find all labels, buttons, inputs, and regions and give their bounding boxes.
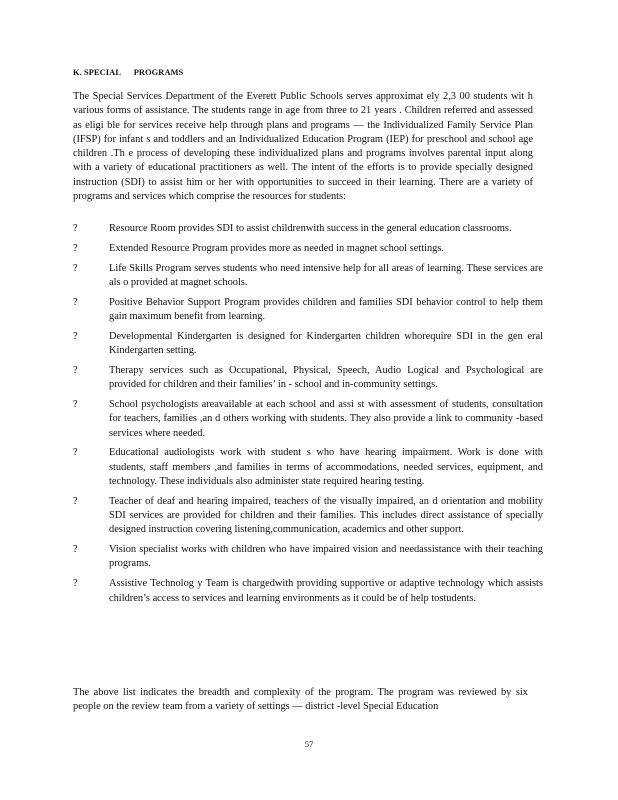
bullet-marker: ? [73, 578, 78, 590]
bullet-marker: ? [73, 330, 78, 342]
bullet-marker: ? [73, 223, 78, 234]
bullet-marker: ? [73, 242, 78, 254]
bullet-marker: ? [73, 544, 78, 556]
list-item-text: Positive Behavior Support Program provides children and families SDI behavior control to help them gain maximum benefit from learning. [109, 296, 543, 322]
closing-paragraph: The above list indicates the breadth and complexity of the program. The program was reviewed by six people on the review team from a variety of settings — district -level Special Education [73, 687, 528, 713]
list-item-text: Assistive Technolog y Team is chargedwith providing supportive or adaptive technology which assists children’s access to services and learning environments as it could be of help tostudents. [109, 578, 543, 604]
section-heading: K. SPECIAL PROGRAMS [73, 68, 184, 77]
list-item-text: Developmental Kindergarten is designed for Kindergarten children whorequire SDI in the gen eral Kindergarten setting. [109, 330, 543, 357]
intro-paragraph: The Special Services Department of the Everett Public Schools serves approximat ely 2,3 00 students wit h various forms of assistance. The students range in age from three to 21 years . Children referred and assessed as eligi ble for services receive help through plans and programs — the Individualized Family Service Plan (IFSP) for infant s and toddlers and an Individualized Education Program (IEP) for preschool and school age children .Th e process of developing these individualized plans and programs involves parental input along with a variety of educational practitioners as well. The intent of the efforts is to provide specially designed instruction (SDI) to assist him or her with opportunities to succeed in their learning. There are a variety of programs and services which comprise the resources for students: [73, 91, 533, 203]
list-item-text: Therapy services such as Occupational, Physical, Speech, Audio Logical and Psychological are provided for children and their families’ in - school and in-community settings. [109, 364, 543, 391]
list-item-text: Resource Room provides SDI to assist childrenwith success in the general education classrooms. [109, 223, 512, 234]
list-item [73, 577, 543, 606]
list-item-text: Vision specialist works with children who have impaired vision and needassistance with their teaching programs. [109, 544, 543, 570]
bullet-marker: ? [73, 262, 78, 274]
list-item [73, 446, 543, 489]
list-item [73, 543, 543, 572]
list-item-text: Life Skills Program serves students who need intensive help for all areas of learning. These services are als o provided at magnet schools. [109, 262, 543, 288]
program-list [73, 222, 543, 611]
list-item [73, 495, 543, 538]
list-item-text: Extended Resource Program provides more as needed in magnet school settings. [109, 242, 445, 254]
list-item-text: School psychologists areavailable at each school and assi st with assessment of students, consultation for teachers, families ,an d others working with students. They also provide a link to community -based services where needed. [109, 398, 543, 439]
list-item-text: Educational audiologists work with student s who have hearing impairment. Work is done with students, staff members ,and families in terms of accommodations, needed services, equipment, and technology. These individuals also administer state required hearing testing. [109, 447, 543, 487]
list-item [73, 296, 543, 325]
list-item-text: Teacher of deaf and hearing impaired, teachers of the visually impaired, an d orientation and mobility SDI services are provided for children and their families. This includes direct assistance of specially designed instruction covering listening,communication, academics and other support. [109, 495, 543, 536]
bullet-marker: ? [73, 398, 78, 410]
bullet-marker: ? [73, 447, 78, 459]
list-item [73, 398, 543, 441]
bullet-marker: ? [73, 296, 78, 308]
bullet-marker: ? [73, 364, 78, 376]
list-item [73, 222, 543, 236]
bullet-marker: ? [73, 495, 78, 507]
list-item [73, 330, 543, 359]
list-item [73, 262, 543, 291]
list-item [73, 364, 543, 393]
list-item [73, 242, 543, 256]
page-number: 57 [304, 739, 314, 749]
